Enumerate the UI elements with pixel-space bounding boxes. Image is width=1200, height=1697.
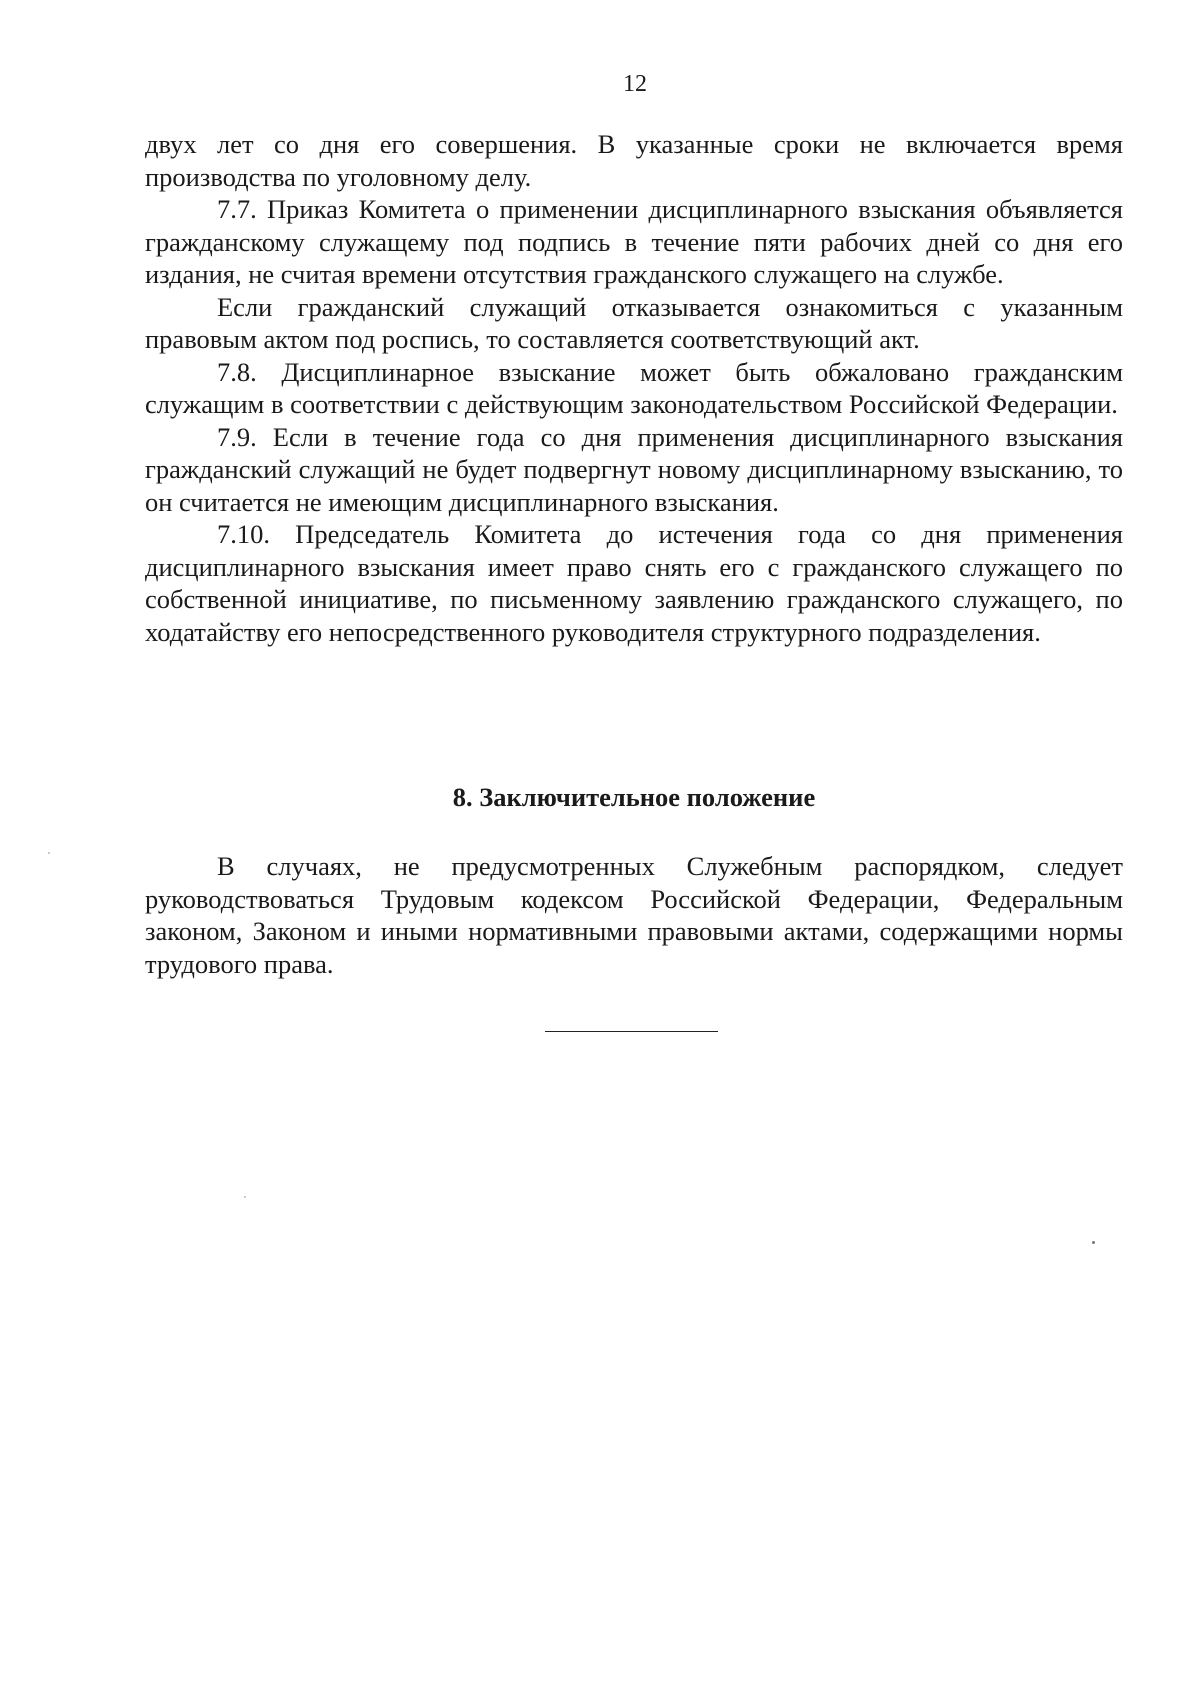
scan-speck	[48, 852, 50, 854]
paragraph-7-9: 7.9. Если в течение года со дня применения дисциплинарного взыскания гражданский служащий не будет подвергнут новому дисциплинарному взысканию, то он считается не имеющим дисциплинарного взыскания.	[145, 421, 1123, 517]
paragraph-refusal-act: Если гражданский служащий отказывается ознакомиться с указанным правовым актом под роспись, то составляется соответствующий акт.	[145, 291, 1123, 354]
paragraph-7-8: 7.8. Дисциплинарное взыскание может быть обжаловано гражданским служащим в соответствии с действующим законодательством Российской Федерации.	[145, 356, 1123, 419]
end-of-document-rule	[545, 1031, 718, 1032]
scan-speck	[244, 1196, 246, 1198]
section-8-heading: 8. Заключительное положение	[452, 782, 816, 812]
section-8-body	[145, 850, 1123, 980]
page-number: 12	[623, 71, 647, 97]
section-7-continuation	[145, 128, 1123, 648]
scan-speck	[1092, 1241, 1095, 1244]
paragraph-final-provision: В случаях, не предусмотренных Служебным распорядком, следует руководствоваться Трудовым кодексом Российской Федерации, Федеральным законом, Законом и иными нормативными правовыми актами, содержащими нормы трудового права.	[145, 851, 1123, 979]
paragraph-continuation: двух лет со дня его совершения. В указанные сроки не включается время производства по уголовному делу.	[145, 129, 1123, 192]
paragraph-7-7: 7.7. Приказ Комитета о применении дисциплинарного взыскания объявляется гражданскому служащему под подпись в течение пяти рабочих дней со дня его издания, не считая времени отсутствия гражданского служащего на службе.	[145, 194, 1123, 289]
paragraph-7-10: 7.10. Председатель Комитета до истечения года со дня применения дисциплинарного взыскания имеет право снять его с гражданского служащего по собственной инициативе, по письменному заявлению гражданского служащего, по ходатайству его непосредственного руководителя структурного подразделения.	[145, 519, 1123, 647]
